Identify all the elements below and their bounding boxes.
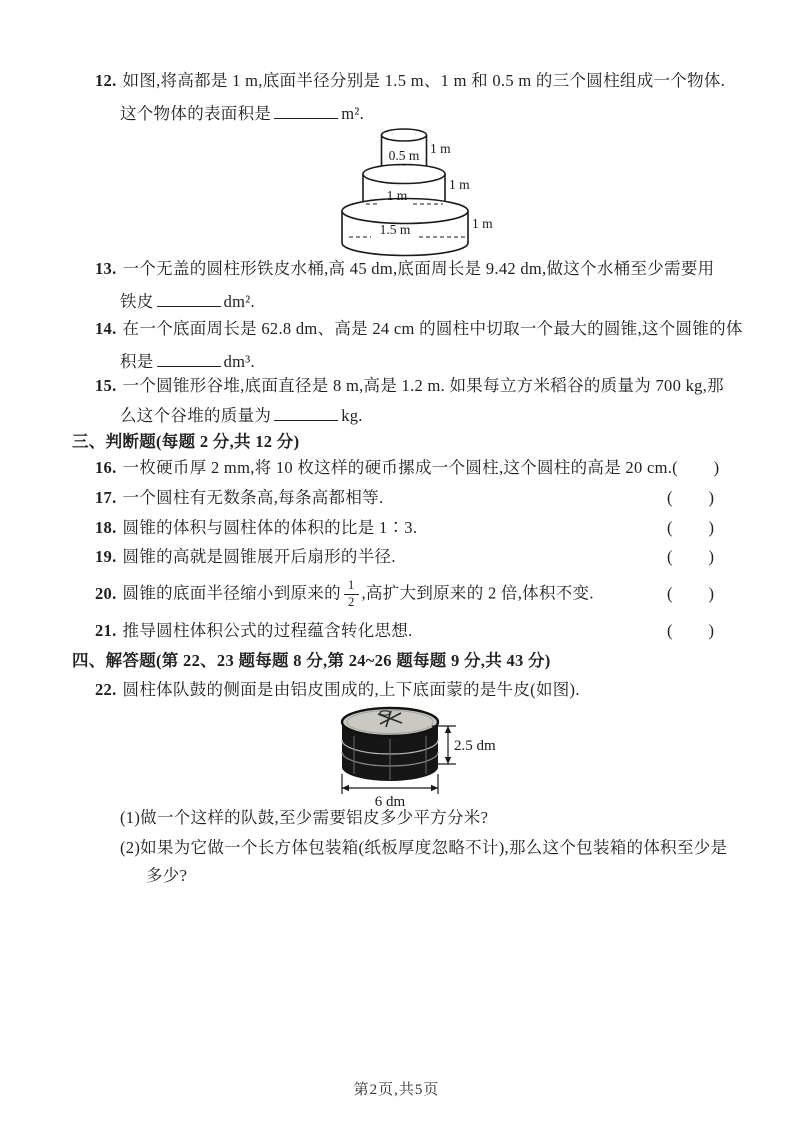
question-number: 16. [95,458,117,477]
fraction-numerator: 1 [347,578,355,593]
radius-label-mid: 1 m [386,188,408,203]
answer-parentheses: ( ) [667,621,715,640]
height-label-mid: 1 m [449,177,470,192]
question-text: 这个物体的表面积是 [120,104,272,123]
question-15-line2 [120,403,738,429]
answer-parentheses: ( ) [672,458,721,477]
question-text: 在一个底面周长是 62.8 dm、高是 24 cm 的圆柱中切取一个最大的圆锥,这个圆锥的体 [122,319,743,338]
question-number: 22. [95,680,117,699]
height-label-bot: 1 m [472,216,493,231]
answer-parentheses: ( ) [667,488,715,507]
question-text: ,高扩大到原来的 2 倍,体积不变. [361,583,594,603]
page-footer: 第2页,共5页 [353,1082,440,1098]
judgment-item-21 [95,618,715,644]
question-text: 圆锥的底面半径缩小到原来的 [122,583,341,603]
question-22-sub2-line2: 多少? [146,866,188,885]
question-text: 一个圆柱有无数条高,每条高都相等. [122,488,384,507]
question-text: 一个圆锥形谷堆,底面直径是 8 m,高是 1.2 m. 如果每立方米稻谷的质量为 700 kg,那 [122,376,724,395]
answer-parentheses: ( ) [667,518,715,537]
question-number: 21. [95,621,117,640]
question-22-sub1: (1)做一个这样的队鼓,至少需要铝皮多少平方分米? [120,808,489,827]
radius-label-bot: 1.5 m [379,222,411,237]
question-number: 14. [95,319,117,338]
judgment-item-20 [95,572,715,616]
question-14-line2 [120,349,738,375]
question-text: 积是 [120,352,154,371]
judgment-item-16 [95,455,721,481]
judgment-item-19 [95,544,715,570]
answer-blank [274,102,338,120]
answer-parentheses: ( ) [667,584,715,603]
unit-text: kg. [341,406,363,425]
answer-blank [157,290,221,308]
fraction-denominator: 2 [344,594,359,609]
judgment-item-17 [95,485,715,511]
question-22-line1 [95,677,738,703]
unit-text: m². [341,104,365,123]
unit-text: dm³. [223,352,255,371]
question-number: 13. [95,259,117,278]
answer-blank [157,350,221,368]
question-text: 铁皮 [120,292,154,311]
question-text: 一个无盖的圆柱形铁皮水桶,高 45 dm,底面周长是 9.42 dm,做这个水桶至少需要用 [122,259,715,278]
height-label-top: 1 m [430,141,451,156]
answer-parentheses: ( ) [667,547,715,566]
question-number: 18. [95,518,117,537]
drum-diameter-label: 6 dm [374,794,406,810]
drum-figure [328,702,568,810]
question-12-line1 [95,68,738,94]
question-12-line2 [120,101,738,127]
question-number: 20. [95,583,117,603]
question-13-line2 [120,289,738,315]
question-text: 圆锥的高就是圆锥展开后扇形的半径. [122,547,396,566]
question-13-line1 [95,256,738,282]
section-3-header: 三、判断题(每题 2 分,共 12 分) [72,432,300,451]
question-text: 推导圆柱体积公式的过程蕴含转化思想. [122,621,413,640]
question-22-sub2-line1: (2)如果为它做一个长方体包装箱(纸板厚度忽略不计),那么这个包装箱的体积至少是 [120,838,728,857]
fraction-one-half [344,579,359,608]
question-15-line1 [95,373,738,399]
question-text: 如图,将高都是 1 m,底面半径分别是 1.5 m、1 m 和 0.5 m 的三个圆柱组成一个物体. [122,71,726,90]
question-text: 圆柱体队鼓的侧面是由铝皮围成的,上下底面蒙的是牛皮(如图). [122,680,580,699]
question-14-line1 [95,316,743,342]
answer-blank [274,404,338,422]
question-number: 15. [95,376,117,395]
question-number: 17. [95,488,117,507]
question-number: 19. [95,547,117,566]
question-text: 么这个谷堆的质量为 [120,406,272,425]
question-text: 圆锥的体积与圆柱体的体积的比是 1∶3. [122,518,418,537]
radius-label-top: 0.5 m [388,148,420,163]
drum-height-label: 2.5 dm [454,738,496,754]
question-number: 12. [95,71,117,90]
section-4-header: 四、解答题(第 22、23 题每题 8 分,第 24~26 题每题 9 分,共 43 分) [72,651,551,670]
stacked-cylinders-figure [333,127,518,258]
judgment-item-18 [95,515,715,541]
question-text: 一枚硬币厚 2 mm,将 10 枚这样的硬币摞成一个圆柱,这个圆柱的高是 20 cm. [122,458,673,477]
unit-text: dm². [223,292,255,311]
